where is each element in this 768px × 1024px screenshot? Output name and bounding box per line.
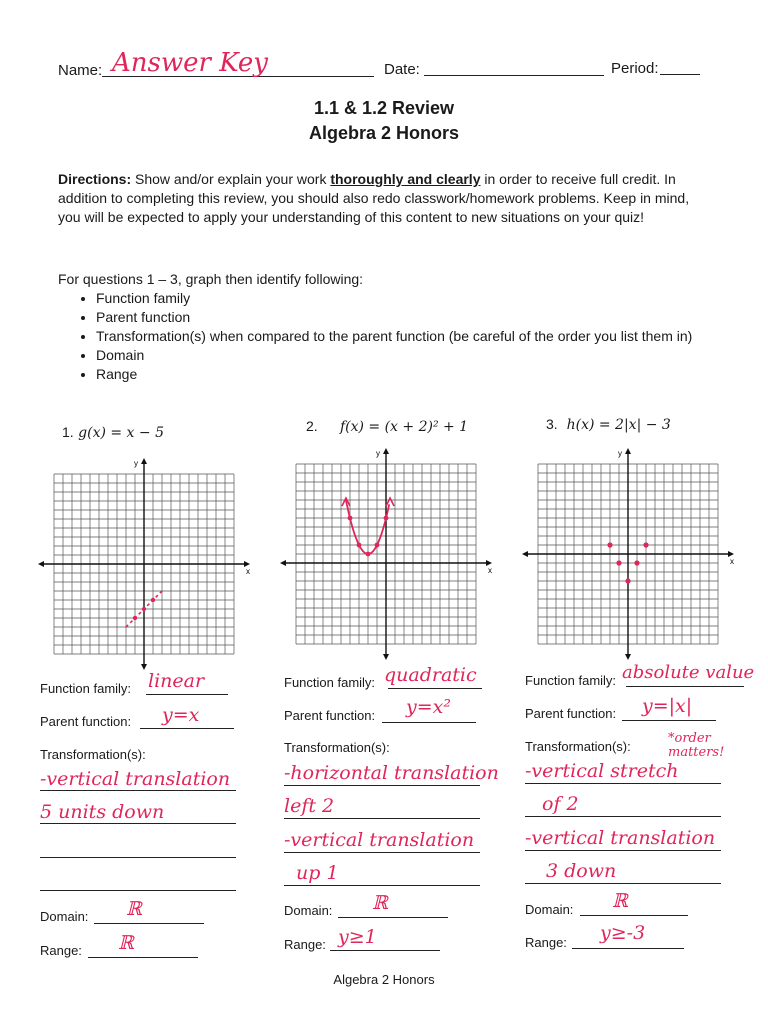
directions-text-a: Show and/or explain your work — [131, 171, 331, 187]
q3-transform-line — [525, 850, 721, 851]
name-value[interactable]: Answer Key — [112, 48, 268, 78]
y-axis-arrow — [383, 654, 389, 660]
q3-equation: h(x) = 2|x| − 3 — [566, 417, 671, 433]
x-axis-arrow — [280, 560, 286, 566]
plot-point — [625, 578, 630, 583]
q2-transform-line — [284, 818, 480, 819]
q2-range-underline — [330, 950, 440, 951]
plot-point — [151, 598, 155, 602]
q1-domain-label: Domain: — [40, 909, 89, 924]
q3-graph — [520, 442, 734, 660]
q3-family-underline — [626, 686, 744, 687]
q3-transform-2[interactable]: of 2 — [542, 793, 579, 815]
q3-number: 3. — [546, 416, 558, 432]
plot-point — [133, 616, 137, 620]
q2-parent-answer[interactable]: y=x² — [406, 696, 451, 718]
q1-domain-answer[interactable]: ℝ — [126, 898, 142, 920]
directions-label: Directions: — [58, 171, 132, 187]
plot-point — [375, 543, 380, 548]
curve-arrow — [386, 498, 394, 506]
q3-family-label: Function family: — [525, 673, 617, 688]
q2-family-underline — [388, 688, 482, 689]
y-axis-label: y — [134, 459, 138, 468]
q1-parent-answer[interactable]: y=x — [162, 704, 200, 726]
instructions-intro: For questions 1 – 3, graph then identify following: — [58, 271, 364, 287]
q3-transform-1[interactable]: -vertical stretch — [525, 760, 679, 782]
q1-range-label: Range: — [40, 943, 82, 958]
q2-family-answer[interactable]: quadratic — [384, 664, 477, 686]
page-title: 1.1 & 1.2 Review — [313, 98, 455, 118]
q3-parent-label: Parent function: — [525, 706, 617, 721]
bullet-item: • Domain — [96, 346, 708, 365]
q1-transform-label: Transformation(s): — [40, 747, 146, 762]
q1-parent-underline — [140, 728, 234, 729]
y-axis-label: y — [376, 449, 380, 458]
q2-transform-label: Transformation(s): — [284, 740, 390, 755]
q3-family-answer[interactable]: absolute value — [622, 662, 755, 683]
q2-domain-answer[interactable]: ℝ — [372, 892, 388, 914]
q3-domain-answer[interactable]: ℝ — [612, 890, 628, 912]
directions-emphasis: thoroughly and clearly — [330, 171, 481, 187]
q1-family-answer[interactable]: linear — [148, 670, 205, 692]
q1-family-label: Function family: — [40, 681, 132, 696]
q2-equation: f(x) = (x + 2)² + 1 — [339, 419, 469, 435]
instructions — [58, 270, 708, 384]
q1-range-underline — [88, 957, 198, 958]
q1-transform-1[interactable]: -vertical translation — [40, 768, 231, 790]
x-axis-label: x — [730, 557, 734, 566]
q2-range-label: Range: — [284, 937, 326, 952]
q3-transform-line — [525, 783, 721, 784]
q3-parent-answer[interactable]: y=|x| — [642, 695, 693, 717]
q2-transform-4[interactable]: up 1 — [296, 862, 339, 884]
q2-domain-label: Domain: — [284, 903, 333, 918]
q1-transform-line — [40, 890, 236, 891]
q3-title — [546, 416, 671, 433]
y-axis-arrow — [625, 654, 631, 660]
bullet-item: • Function family — [96, 289, 708, 308]
q2-transform-line — [284, 885, 480, 886]
q3-order-note: *order matters! — [668, 731, 725, 760]
footer: Algebra 2 Honors — [333, 972, 435, 987]
x-axis-label: x — [246, 567, 250, 576]
q1-range-answer[interactable]: ℝ — [118, 932, 134, 954]
q2-transform-3[interactable]: -vertical translation — [284, 829, 475, 851]
name-label: Name: — [58, 62, 103, 79]
q1-transform-line — [40, 857, 236, 858]
y-axis-arrow — [141, 458, 147, 464]
q3-transform-line — [525, 883, 721, 884]
y-axis-arrow — [625, 448, 631, 454]
instructions-list — [72, 289, 708, 384]
q2-range-answer[interactable]: y≥1 — [338, 926, 377, 948]
q2-parent-label: Parent function: — [284, 708, 376, 723]
q3-parent-underline — [622, 720, 716, 721]
q3-transform-label: Transformation(s): — [525, 739, 631, 754]
q3-transform-line — [525, 816, 721, 817]
directions-text-b: in order to receive full credit. In addition to completing this review, you should also redo classwork/homework problems. Keep in mind, you will be expected to apply your understanding of this content to new situations on your quiz! — [58, 171, 690, 225]
period-underline — [660, 74, 700, 75]
q2-transform-line — [284, 785, 480, 786]
bullet-item: • Transformation(s) when compared to the parent function (be careful of the order you list them in) — [96, 327, 708, 346]
q3-domain-label: Domain: — [525, 902, 574, 917]
directions — [58, 170, 698, 227]
q3-range-underline — [572, 948, 684, 949]
bullet-item: • Parent function — [96, 308, 708, 327]
date-underline — [424, 75, 604, 76]
x-axis-arrow — [522, 551, 528, 557]
plot-point — [384, 516, 389, 521]
plot-point — [348, 516, 353, 521]
q3-transform-4[interactable]: 3 down — [546, 860, 617, 882]
plot-point — [366, 552, 371, 557]
x-axis-label: x — [488, 566, 492, 575]
plot-point — [357, 543, 362, 548]
q3-range-label: Range: — [525, 935, 567, 950]
plot-point — [607, 542, 612, 547]
q3-range-answer[interactable]: y≥-3 — [600, 922, 646, 944]
page-subtitle: Algebra 2 Honors — [308, 123, 460, 143]
date-label: Date: — [384, 61, 420, 78]
q2-domain-underline — [338, 917, 448, 918]
q1-number: 1. — [62, 424, 74, 440]
q2-graph — [280, 444, 490, 662]
q1-transform-line — [40, 790, 236, 791]
q2-parent-underline — [382, 722, 476, 723]
q1-title — [62, 424, 164, 441]
plot-point — [643, 542, 648, 547]
q2-number: 2. — [306, 418, 318, 434]
q2-title — [306, 418, 468, 435]
y-axis-label: y — [618, 449, 622, 458]
q2-family-label: Function family: — [284, 675, 376, 690]
q1-equation: g(x) = x − 5 — [78, 425, 164, 441]
q3-domain-underline — [580, 915, 688, 916]
y-axis-arrow — [141, 664, 147, 670]
q1-parent-label: Parent function: — [40, 714, 132, 729]
q1-transform-line — [40, 823, 236, 824]
plot-point — [142, 607, 146, 611]
q1-graph — [36, 452, 250, 670]
q1-transform-2[interactable]: 5 units down — [40, 801, 165, 823]
plot-point — [616, 560, 621, 565]
q2-transform-line — [284, 852, 480, 853]
q1-family-underline — [146, 694, 228, 695]
q1-domain-underline — [94, 923, 204, 924]
q2-transform-1[interactable]: -horizontal translation — [284, 762, 499, 784]
x-axis-arrow — [38, 561, 44, 567]
plot-point — [634, 560, 639, 565]
period-label: Period: — [611, 60, 659, 77]
q2-transform-2[interactable]: left 2 — [284, 795, 335, 817]
bullet-item: • Range — [96, 365, 708, 384]
q3-transform-3[interactable]: -vertical translation — [525, 827, 716, 849]
y-axis-arrow — [383, 448, 389, 454]
